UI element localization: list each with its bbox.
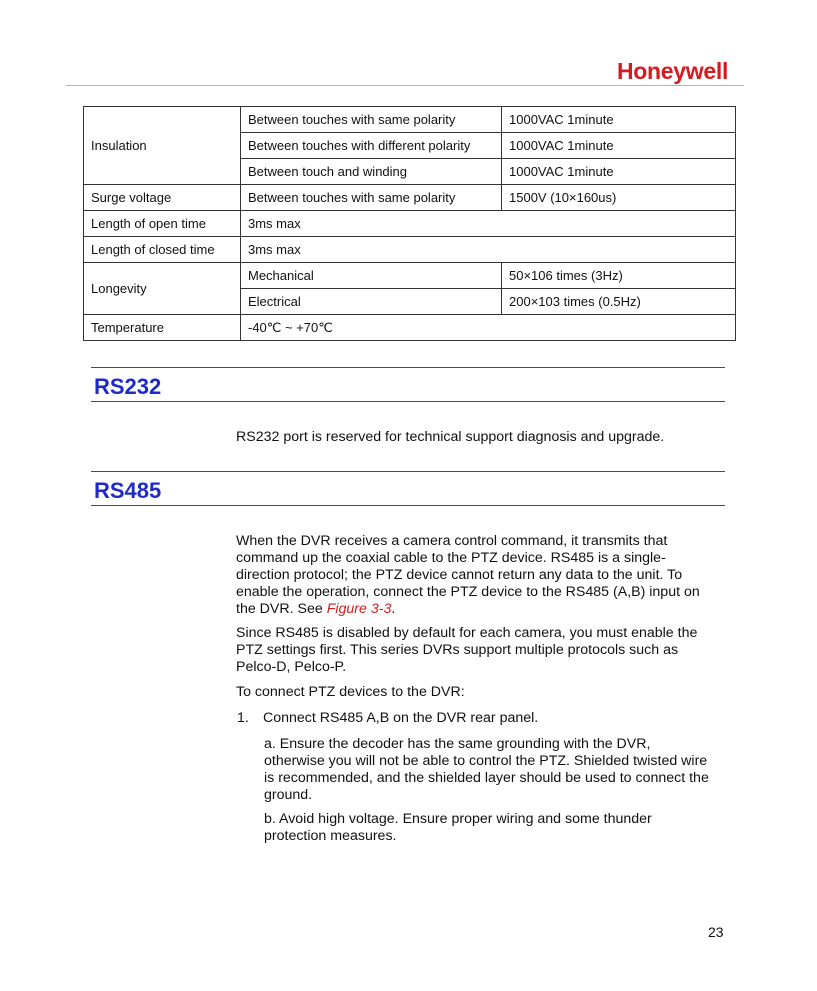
- section-rule-top: [91, 471, 725, 472]
- table-cell: -40℃ ~ +70℃: [241, 315, 736, 341]
- step-1-text: Connect RS485 A,B on the DVR rear panel.: [263, 710, 539, 726]
- longevity-label: Longevity: [84, 263, 241, 315]
- spec-table: [83, 106, 736, 341]
- table-cell: 1000VAC 1minute: [502, 159, 736, 185]
- text-line: ground.: [264, 787, 313, 803]
- text-line: the DVR. See: [236, 601, 327, 617]
- table-cell: Electrical: [241, 289, 502, 315]
- table-cell: 1000VAC 1minute: [502, 107, 736, 133]
- table-cell: 3ms max: [241, 237, 736, 263]
- insulation-label: Insulation: [84, 107, 241, 185]
- surge-label: Surge voltage: [84, 185, 241, 211]
- table-row: [84, 263, 736, 289]
- section-title-rs485: RS485: [94, 478, 162, 503]
- text-line: a. Ensure the decoder has the same grounding with the DVR,: [264, 736, 651, 752]
- figure-link[interactable]: Figure 3-3: [326, 601, 392, 617]
- text-line: otherwise you will not be able to control the PTZ. Shielded twisted wire: [264, 753, 708, 769]
- table-cell: Between touches with different polarity: [241, 133, 502, 159]
- text-line: command up the coaxial cable to the PTZ device. RS485 is a single-: [236, 550, 666, 566]
- table-cell: 3ms max: [241, 211, 736, 237]
- section-title-rs232: RS232: [94, 374, 162, 399]
- text-line: Pelco-D, Pelco-P.: [236, 659, 347, 675]
- text-line: direction protocol; the PTZ device cannot return any data to the unit. To: [236, 567, 683, 583]
- text-line: .: [391, 601, 396, 617]
- step-number: 1.: [237, 710, 249, 726]
- text-line: protection measures.: [264, 828, 397, 844]
- text-line: is recommended, and the shielded layer should be used to connect the: [264, 770, 709, 786]
- rs485-paragraph-3: To connect PTZ devices to the DVR:: [236, 684, 465, 700]
- header-divider: [66, 85, 744, 86]
- table-cell: 1500V (10×160us): [502, 185, 736, 211]
- closed-time-label: Length of closed time: [84, 237, 241, 263]
- section-rule-top: [91, 367, 725, 368]
- table-cell: Mechanical: [241, 263, 502, 289]
- temperature-label: Temperature: [84, 315, 241, 341]
- page-number: 23: [708, 924, 724, 940]
- section-rule-bottom: [91, 401, 725, 402]
- open-time-label: Length of open time: [84, 211, 241, 237]
- table-row: [84, 185, 736, 211]
- text-line: b. Avoid high voltage. Ensure proper wiring and some thunder: [264, 811, 652, 827]
- table-row: [84, 211, 736, 237]
- table-cell: Between touch and winding: [241, 159, 502, 185]
- sub-step-a: [264, 736, 734, 804]
- text-line: When the DVR receives a camera control command, it transmits that: [236, 533, 668, 549]
- sub-step-b: [264, 811, 734, 845]
- table-row: [84, 107, 736, 133]
- section-rule-bottom: [91, 505, 725, 506]
- text-line: PTZ settings first. This series DVRs support multiple protocols such as: [236, 642, 679, 658]
- table-cell: 200×103 times (0.5Hz): [502, 289, 736, 315]
- text-line: Since RS485 is disabled by default for each camera, you must enable the: [236, 625, 698, 641]
- table-cell: 1000VAC 1minute: [502, 133, 736, 159]
- table-cell: 50×106 times (3Hz): [502, 263, 736, 289]
- table-row: [84, 315, 736, 341]
- rs485-paragraph-1: [236, 533, 736, 618]
- text-line: enable the operation, connect the PTZ device to the RS485 (A,B) input on: [236, 584, 700, 600]
- table-cell: Between touches with same polarity: [241, 185, 502, 211]
- honeywell-logo: Honeywell: [617, 58, 729, 84]
- table-cell: Between touches with same polarity: [241, 107, 502, 133]
- rs232-paragraph: RS232 port is reserved for technical support diagnosis and upgrade.: [236, 429, 665, 445]
- rs485-paragraph-2: [236, 625, 736, 676]
- table-row: [84, 237, 736, 263]
